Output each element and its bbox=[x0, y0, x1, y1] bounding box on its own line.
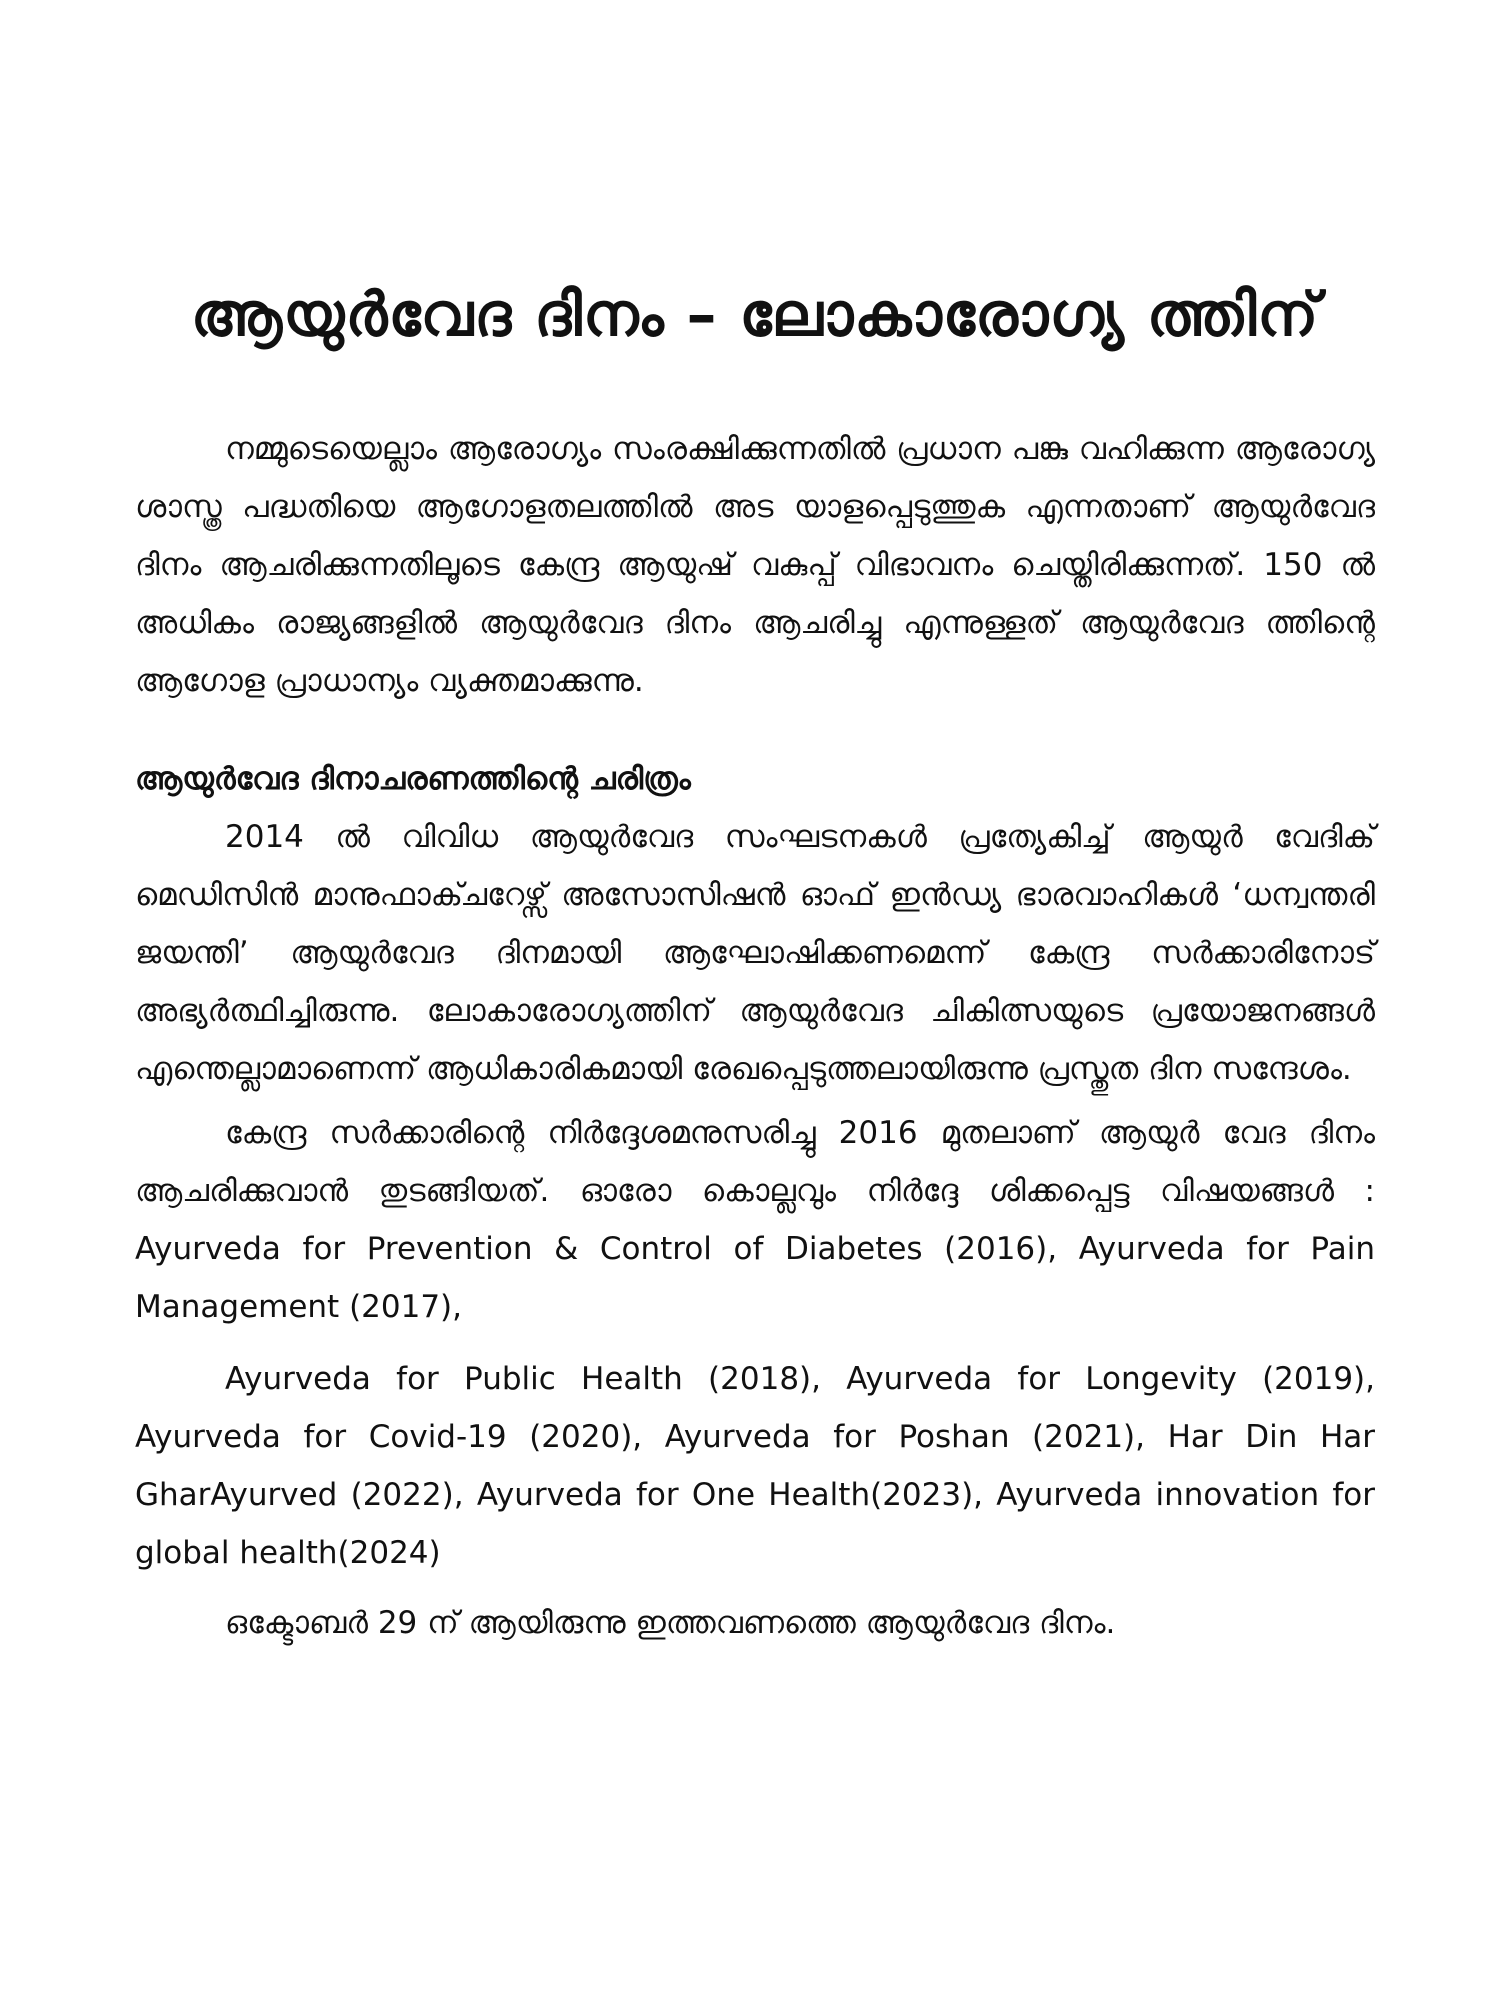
history-paragraph-1: 2014 ൽ വിവിധ ആയുർവേദ സംഘടനകൾ പ്രത്യേകിച്ച് ആയുർ വേദിക് മെഡിസിൻ മാനുഫാക്ചറേഴ്സ് അസോസിഷൻ ഓഫ് ഇൻഡ്യ ഭാരവാഹികൾ ‘ധന്വന്തരി ജയന്തി’ ആയുർവേദ ദിനമായി ആഘോഷിക്കണമെന്ന് കേന്ദ്ര സർക്കാരിനോട് അഭ്യർത്ഥിച്ചിരുന്നു. ലോകാരോഗ്യത്തിന് ആയുർവേദ ചികിത്സയുടെ പ്രയോജനങ്ങൾ എന്തെല്ലാമാണെന്ന് ആധികാരികമായി രേഖപ്പെടുത്തലായിരുന്നു പ്രസ്തുത ദിന സന്ദേശം. bbox=[135, 819, 1375, 1087]
history-paragraph-2: കേന്ദ്ര സർക്കാരിന്റെ നിർദ്ദേശമനുസരിച്ചു 2016 മുതലാണ് ആയുർ വേദ ദിനം ആചരിക്കുവാൻ തുടങ്ങിയത്. ഓരോ കൊല്ലവും നിർദ്ദേ ശിക്കപ്പെട്ട വിഷയങ്ങൾ : Ayurveda for Prevention & Control of Diabetes (2016), Ayurveda for Pain Management (2017), bbox=[135, 1115, 1375, 1325]
closing-paragraph: ഒക്ടോബർ 29 ന് ആയിരുന്നു ഇത്തവണത്തെ ആയുർവേദ ദിനം. bbox=[225, 1605, 1116, 1641]
page-title: ആയുർവേദ ദിനം – ലോകാരോഗ്യ ത്തിന് bbox=[190, 280, 1320, 350]
section-heading: ആയുർവേദ ദിനാചരണത്തിന്റെ ചരിത്രം bbox=[135, 761, 691, 797]
themes-paragraph: Ayurveda for Public Health (2018), Ayurveda for Longevity (2019), Ayurveda for Covid-19 (2020), Ayurveda for Poshan (2021), Har Din Har GharAyurved (2022), Ayurveda for One Health(2023), Ayurveda innovation for global health(2024) bbox=[135, 1361, 1375, 1571]
intro-paragraph: നമ്മുടെയെല്ലാം ആരോഗ്യം സംരക്ഷിക്കുന്നതിൽ പ്രധാന പങ്കു വഹിക്കുന്ന ആരോഗ്യ ശാസ്ത്ര പദ്ധതിയെ ആഗോളതലത്തിൽ അട യാളപ്പെടുത്തുക എന്നതാണ് ആയുർവേദ ദിനം ആചരിക്കുന്നതിലൂടെ കേന്ദ്ര ആയുഷ് വകുപ്പ് വിഭാവനം ചെയ്തിരിക്കുന്നത്. 150 ൽ അധികം രാജ്യങ്ങളിൽ ആയുർവേദ ദിനം ആചരിച്ചു എന്നുള്ളത് ആയുർവേദ ത്തിന്റെ ആഗോള പ്രാധാന്യം വ്യക്തമാക്കുന്നു. bbox=[135, 431, 1375, 699]
